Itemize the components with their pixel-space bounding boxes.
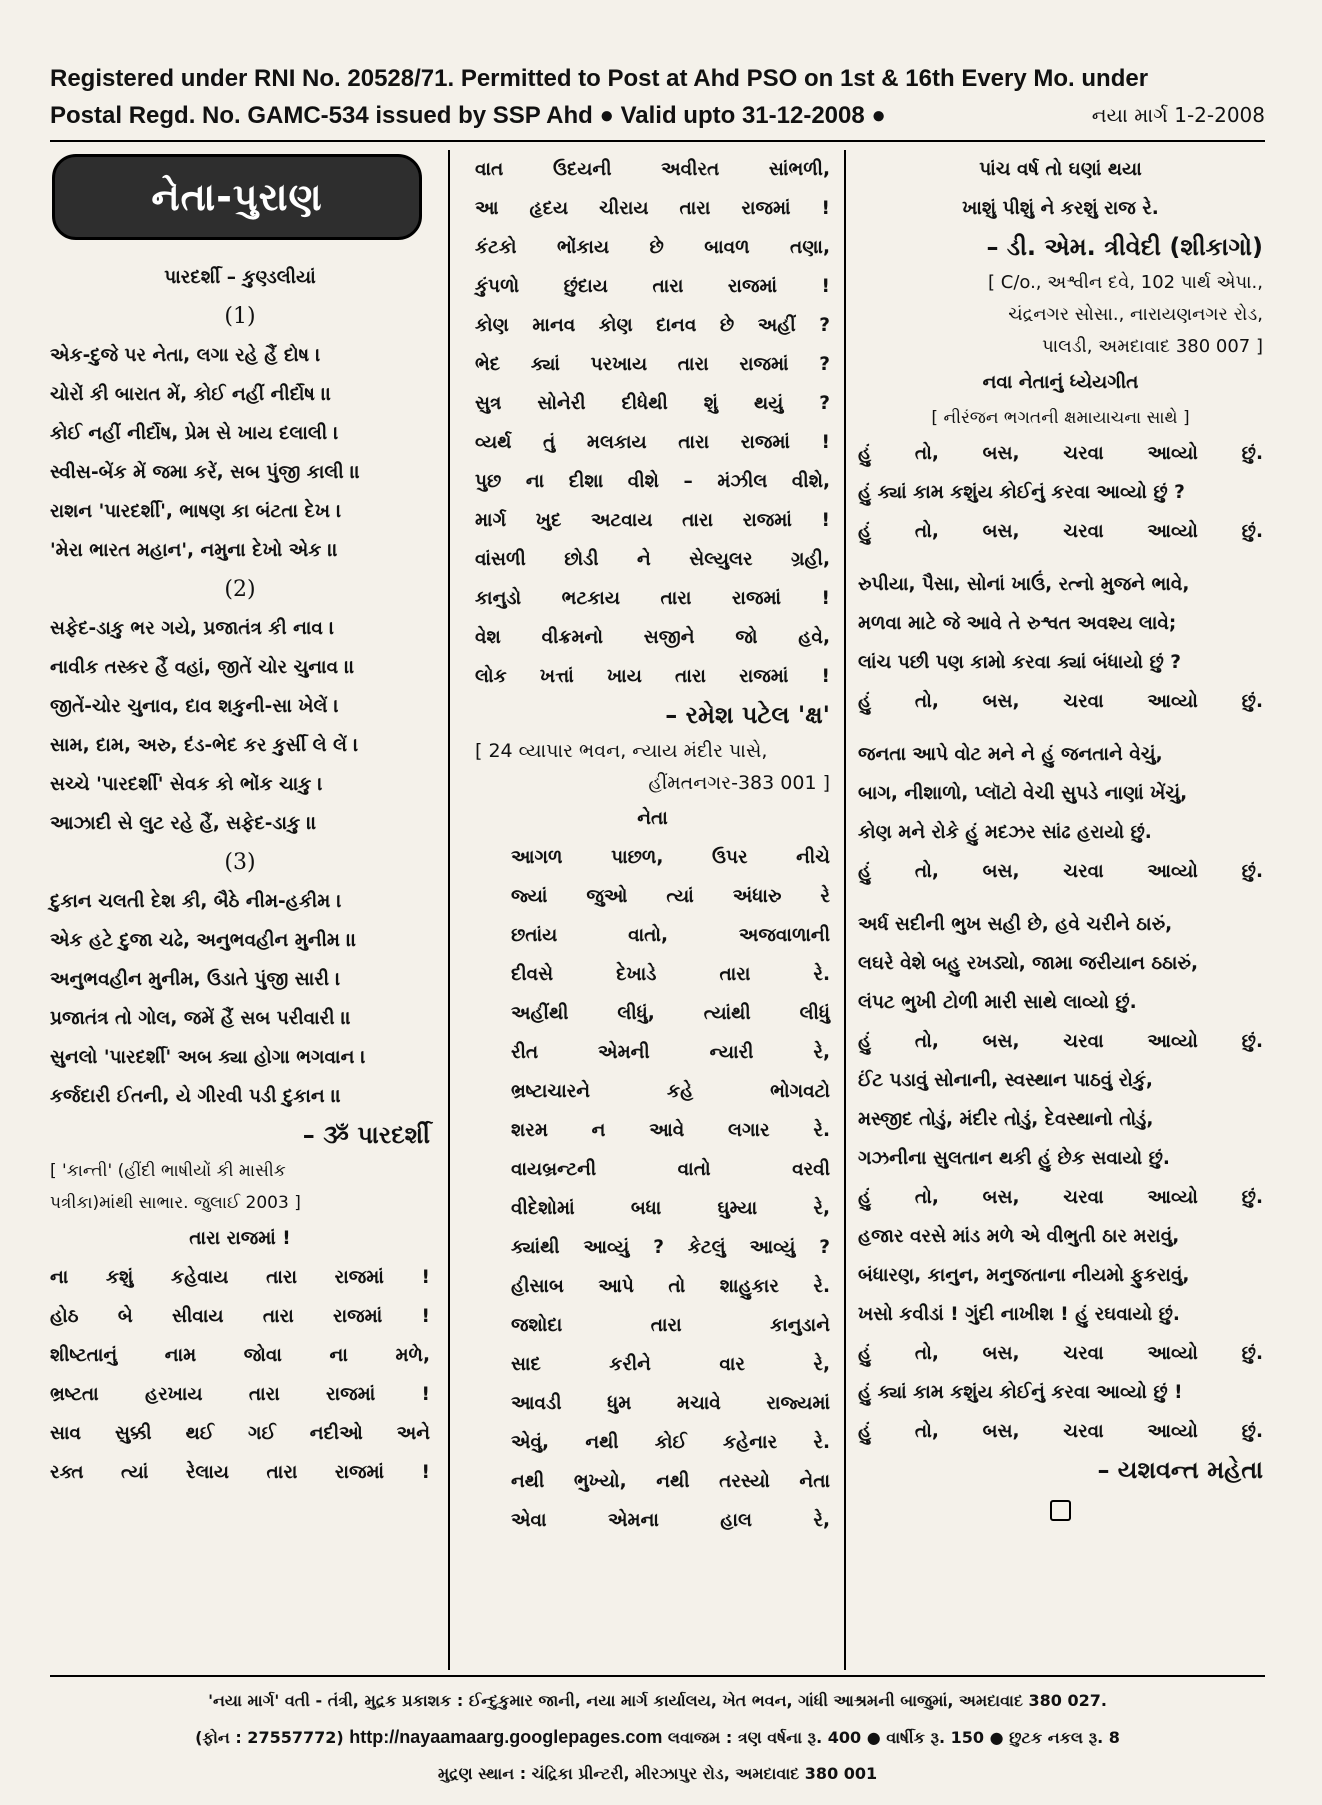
poem-line: વાયબ્રન્ટની વાતો વરવી [511,1159,830,1180]
footer-phone: (ફોન : 27557772) [195,1728,344,1747]
poem-line: પ્રજાતંત્ર તો ગોલ, જમેં હૈં સબ પરીવારી ।। [50,1008,351,1029]
poem-line: શરમ ન આવે લગાર રે. [511,1120,830,1141]
column-divider-1 [448,150,450,1670]
poem-line: દીવસે દેખાડે તારા રે. [511,964,830,985]
poem-line: જ્યાં જુઓ ત્યાં અંધારુ રે [511,886,830,907]
end-mark [858,1490,1263,1529]
poem-line: હું ક્યાં કામ કશુંય કોઈનું કરવા આવ્યો છું ! [858,1382,1183,1403]
poem-refrain: હું તો, બસ, ચરવા આવ્યો છું. [858,861,1263,882]
poem-line: સચ્ચે 'પારદર્શી' સેવક કો ભોંક ચાકુ । [50,774,323,795]
poem-line: લોક ખત્તાં ખાય તારા રાજમાં ! [475,666,830,687]
poem-refrain: હું તો, બસ, ચરવા આવ્યો છું. [858,443,1263,464]
poem-line: વાંસળી છોડી ને સેલ્યુલર ગ્રહી, [475,549,830,570]
poem-line: ઈંટ પડાવું સોનાની, સ્વસ્થાન પાઠવું રોકું, [858,1070,1153,1091]
poem-line: ખાશું પીશું ને કરશું રાજ રે. [962,198,1159,219]
footer [50,1683,1265,1792]
source-note: [ 'કાન્તી' (હીંદી ભાષીયોં કી માસીક [50,1161,286,1181]
poem-line: આગળ પાછળ, ઉપર નીચે [511,847,830,868]
poem-refrain: હું તો, બસ, ચરવા આવ્યો છું. [858,1031,1263,1052]
poem-line: સ્વીસ-બેંક મેં જમા કરેં, સબ પુંજી કાલી ।। [50,462,360,483]
poem-line: રીત એમની ન્યારી રે, [511,1042,830,1063]
stanza-number: (3) [224,850,256,875]
poem-line: કર્જદારી ઈતની, યે ગીરવી પડી દુકાન ।। [50,1086,341,1107]
poem-line: મસ્જીદ તોડું, મંદીર તોડું, દેવસ્થાનો તોડું, [858,1109,1154,1130]
poem-line: હું ક્યાં કામ કશુંય કોઈનું કરવા આવ્યો છું ? [858,482,1185,503]
poem-author: – ડી. એમ. ત્રીવેદી (શીકાગો) [986,233,1263,261]
poem-refrain: હું તો, બસ, ચરવા આવ્યો છું. [858,691,1263,712]
poem-line: બંધારણ, કાનુન, મનુજતાના નીયમો ફુકરાવું, [858,1265,1190,1286]
poem-line: ચોરોં કી બારાત મેં, કોઈ નહીં નીર્દોષ ।। [50,384,332,405]
masthead-line-2: Postal Regd. No. GAMC-534 issued by SSP Ahd ● Valid upto 31-12-2008 ● [50,102,886,129]
poem-line: કોણ માનવ કોણ દાનવ છે અહીં ? [475,315,830,336]
poem-line: વેશ વીક્રમનો સજીને જો હવે, [475,627,830,648]
poem-line: હોઠ બે સીવાય તારા રાજમાં ! [50,1306,430,1327]
poem-title: નવા નેતાનું ધ્યેયગીત [982,372,1139,393]
column-1 [50,150,430,1492]
poem-author: – ૐ પારદર્શી [302,1121,430,1149]
poem-line: એક-દુજે પર નેતા, લગા રહે હૈં દોષ । [50,345,321,366]
poem-subtitle: પારદર્શી – કુણ્ડલીયાં [164,267,316,288]
poem-line: નાવીક તસ્કર હૈં વહાં, જીતેં ચોર ચુનાવ ।। [50,657,355,678]
poem-line: દુકાન ચલતી દેશ કી, બૈઠે નીમ-હકીમ । [50,891,342,912]
poem-line: રાશન 'પારદર્શી', ભાષણ કા બંટતા દેખ । [50,501,342,522]
poem-line: અર્ધ સદીની ભુખ સહી છે, હવે ચરીને ઠારું, [858,914,1173,935]
poem-line: આઝાદી સે લુટ રહે હૈં, સફેદ-ડાકુ ।। [50,813,317,834]
poem-line: સામ, દામ, અરુ, દંડ-ભેદ કર કુર્સી લે લેં । [50,735,359,756]
footer-subscription: લવાજમ : ત્રણ વર્ષના રૂ. 400 ● વાર્ષીક રૂ. 150 ● છુટક નકલ રૂ. 8 [667,1728,1120,1747]
poem-line: મળવા માટે જે આવે તે રુશ્વત અવશ્ય લાવે; [858,613,1177,634]
poem-line: અનુભવહીન મુનીમ, ઉડાતે પુંજી સારી । [50,969,341,990]
poem-line: આ હૃદય ચીરાય તારા રાજમાં ! [475,198,830,219]
column-divider-2 [844,150,846,1670]
masthead-line-1: Registered under RNI No. 20528/71. Permitted to Post at Ahd PSO on 1st & 16th Every Mo. under [50,65,1149,92]
poem-line: પાંચ વર્ષ તો ઘણાં થયા [979,159,1142,180]
poem-line: એવું, નથી કોઈ કહેનાર રે. [511,1432,830,1453]
poem-line: ના કશું કહેવાય તારા રાજમાં ! [50,1267,430,1288]
poem-line: કુંપળો છુંદાય તારા રાજમાં ! [475,276,830,297]
footer-publisher: 'નયા માર્ગ' વતી - તંત્રી, મુદ્રક પ્રકાશક : ઈન્દુકુમાર જાની, નયા માર્ગ કાર્યાલય, ખેત ભવન, ગાંધી આશ્રમની બાજુમાં, અમદાવાદ 380 027. [208,1691,1107,1710]
poem-line: ખસો કવીડાં ! ગુંદી નાખીશ ! હું રઘવાયો છું. [858,1304,1180,1325]
poem-line: વાત ઉદયની અવીરત સાંભળી, [475,159,830,180]
poem-line: ભ્રષ્ટાચારને કહે ભોગવટો [511,1081,830,1102]
author-address: હીંમતનગર-383 001 ] [648,772,830,794]
poem-line: સાદ કરીને વાર રે, [511,1354,830,1375]
author-address: [ 24 વ્યાપાર ભવન, ન્યાય મંદીર પાસે, [475,740,768,762]
poem-line: એવા એમના હાલ રે, [511,1510,830,1531]
poem-line: સાવ સુક્કી થઈ ગઈ નદીઓ અને [50,1423,430,1444]
poem-line: રુપીયા, પૈસા, સોનાં ખાઉં, રત્નો મુજને ભાવે, [858,574,1190,595]
poem-line: અહીંથી લીધું, ત્યાંથી લીધું [511,1003,830,1024]
stanza-number: (2) [224,577,256,602]
bottom-rule [50,1675,1265,1677]
poem-line: નથી ભુખ્યો, નથી તરસ્યો નેતા [511,1471,830,1492]
poem-title: તારા રાજમાં ! [189,1228,291,1249]
poem-line: માર્ગ ખુદ અટવાય તારા રાજમાં ! [475,510,830,531]
footer-printer: મુદ્રણ સ્થાન : ચંદ્રિકા પ્રીન્ટરી, મીરઝાપુર રોડ, અમદાવાદ 380 001 [437,1764,878,1783]
poem-refrain: હું તો, બસ, ચરવા આવ્યો છું. [858,1187,1263,1208]
poem-line: લંપટ ભુખી ટોળી મારી સાથે લાવ્યો છું. [858,992,1137,1013]
poem-line: લઘરે વેશે બહુ રખડ્યો, જામા જરીયાન ઠઠારું, [858,953,1198,974]
poem-line: હજાર વરસે માંડ મળે એ વીભુતી ઠાર મરાવું, [858,1226,1180,1247]
poem-note: [ નીરંજન ભગતની ક્ષમાયાચના સાથે ] [931,408,1190,428]
poem-line: જનતા આપે વોટ મને ને હું જનતાને વેચું, [858,744,1163,765]
author-address: [ C/o., અશ્વીન દવે, 102 પાર્થ એપા., [988,272,1263,293]
footer-url[interactable]: http://nayaamaarg.googlepages.com [349,1727,663,1747]
poem-line: આવડી ધુમ મચાવે રાજ્યમાં [511,1393,830,1414]
poem-line: બાગ, નીશાળો, પ્લૉટો વેચી સુપડે નાણાં ખેંચું, [858,783,1188,804]
poem-refrain: હું તો, બસ, ચરવા આવ્યો છું. [858,1343,1263,1364]
poem-refrain: હું તો, બસ, ચરવા આવ્યો છું. [858,1421,1263,1442]
poem-line: છતાંય વાતો, અજવાળાની [511,925,830,946]
end-box-icon [1050,1500,1071,1521]
poem-line: વ્યર્થ તું મલકાય તારા રાજમાં ! [475,432,830,453]
poem-line: ક્યાંથી આવ્યું ? કેટલું આવ્યું ? [511,1237,830,1258]
poem-line: હીસાબ આપે તો શાહુકાર રે. [511,1276,830,1297]
poem-line: સુત્ર સોનેરી દીધેથી શું થયું ? [475,393,830,414]
poem-line: જીતેં-ચોર ચુનાવ, દાવ શકુની-સા ખેલેં । [50,696,339,717]
poem-line: લાંચ પછી પણ કામો કરવા ક્યાં બંધાયો છું ? [858,652,1181,673]
author-address: પાલડી, અમદાવાદ 380 007 ] [1042,336,1263,357]
issue-date: નયા માર્ગ 1-2-2008 [1091,103,1265,127]
poem-line: સફેદ-ડાકુ ભર ગયે, પ્રજાતંત્ર કી નાવ । [50,618,335,639]
poem-line: કોણ મને રોકે હું મદઝર સાંઢ હરાયો છું. [858,822,1152,843]
poem-line: એક હટે દુજા ચઢે, અનુભવહીન મુનીમ ।। [50,930,357,951]
poem-line: જશોદા તારા કાનુડાને [511,1315,830,1336]
poem-line: સુનલો 'પારદર્શી' અબ ક્યા હોગા ભગવાન । [50,1047,366,1068]
poem-line: કંટકો ભોંકાય છે બાવળ તણા, [475,237,830,258]
author-address: ચંદ્રનગર સોસા., નારાયણનગર રોડ, [1008,304,1263,325]
poem-line: વીદેશોમાં બધા ઘુમ્યા રે, [511,1198,830,1219]
top-rule [50,140,1265,142]
poem-line: રક્ત ત્યાં રેલાય તારા રાજમાં ! [50,1462,430,1483]
source-note: પત્રીકા)માંથી સાભાર. જુલાઈ 2003 ] [50,1193,301,1213]
masthead [50,60,1265,134]
poem-line: 'મેરા ભારત મહાન', નમુના દેખો એક ।। [50,540,338,561]
poem-line: શીષ્ટતાનું નામ જોવા ના મળે, [50,1345,430,1366]
poem-author: – યશવન્ત મહેતા [1097,1456,1263,1484]
stanza-number: (1) [224,304,256,329]
poem-refrain: હું તો, બસ, ચરવા આવ્યો છું. [858,521,1263,542]
poem-title: નેતા [637,808,668,829]
column-3 [858,150,1263,1529]
poem-line: ભ્રષ્ટતા હરખાય તારા રાજમાં ! [50,1384,430,1405]
poem-line: ગઝનીના સુલતાન થકી હું છેક સવાયો છું. [858,1148,1170,1169]
footer-contact [50,1719,1265,1756]
section-logo: નેતા-પુરાણ [52,154,422,240]
poem-line: પુછ ના દીશા વીશે – મંઝીલ વીશે, [475,471,830,492]
poem-line: કાનુડો ભટકાય તારા રાજમાં ! [475,588,830,609]
poem-line: ભેદ ક્યાં પરખાય તારા રાજમાં ? [475,354,830,375]
column-2 [475,150,830,1540]
poem-author: – રમેશ પટેલ 'ક્ષ' [665,701,830,729]
poem-line: કોઈ નહીં નીર્દોષ, પ્રેમ સે ખાય દલાલી । [50,423,339,444]
